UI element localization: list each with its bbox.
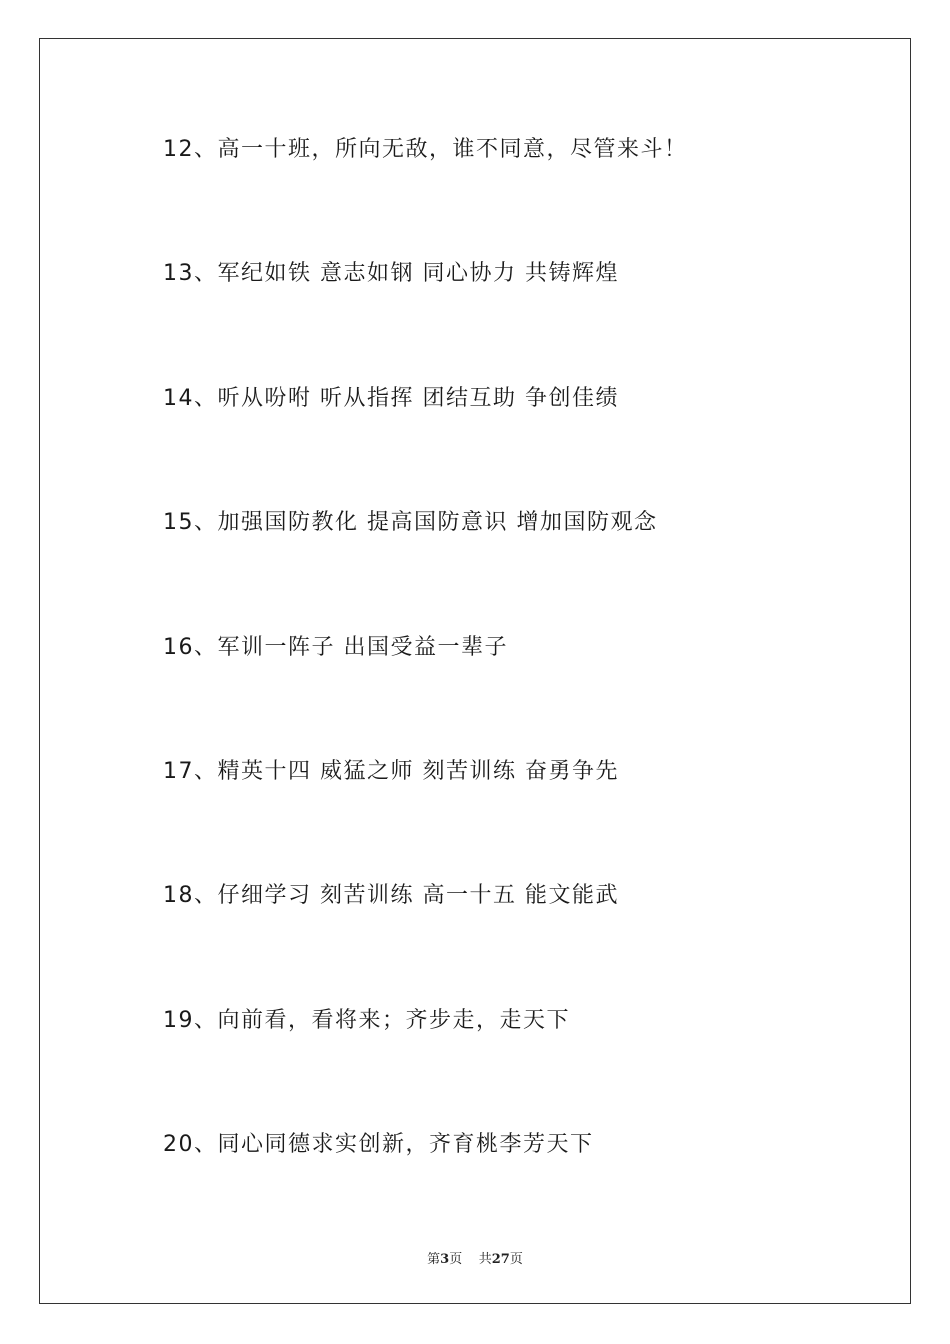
total-pages: 27 <box>491 1252 510 1267</box>
total-label-prefix: 共 <box>478 1252 492 1267</box>
list-item: 12、高一十班，所向无敌，谁不同意，尽管来斗！ <box>163 137 688 162</box>
list-item: 17、精英十四 威猛之师 刻苦训练 奋勇争先 <box>163 759 619 784</box>
total-label-suffix: 页 <box>509 1252 523 1267</box>
page-label-suffix: 页 <box>449 1252 463 1267</box>
list-item: 14、听从吩咐 听从指挥 团结互助 争创佳绩 <box>163 386 619 411</box>
list-item: 15、加强国防教化 提高国防意识 增加国防观念 <box>163 510 658 535</box>
page-label-prefix: 第 <box>427 1252 441 1267</box>
list-item: 13、军纪如铁 意志如钢 同心协力 共铸辉煌 <box>163 261 619 286</box>
list-item: 16、军训一阵子 出国受益一辈子 <box>163 635 508 660</box>
page-frame <box>39 38 911 1304</box>
list-item: 20、同心同德求实创新，齐育桃李芳天下 <box>163 1132 594 1157</box>
list-item: 18、仔细学习 刻苦训练 高一十五 能文能武 <box>163 883 619 908</box>
page-footer <box>0 1248 950 1267</box>
page-number: 3 <box>440 1252 450 1267</box>
list-item: 19、向前看，看将来；齐步走，走天下 <box>163 1008 570 1033</box>
